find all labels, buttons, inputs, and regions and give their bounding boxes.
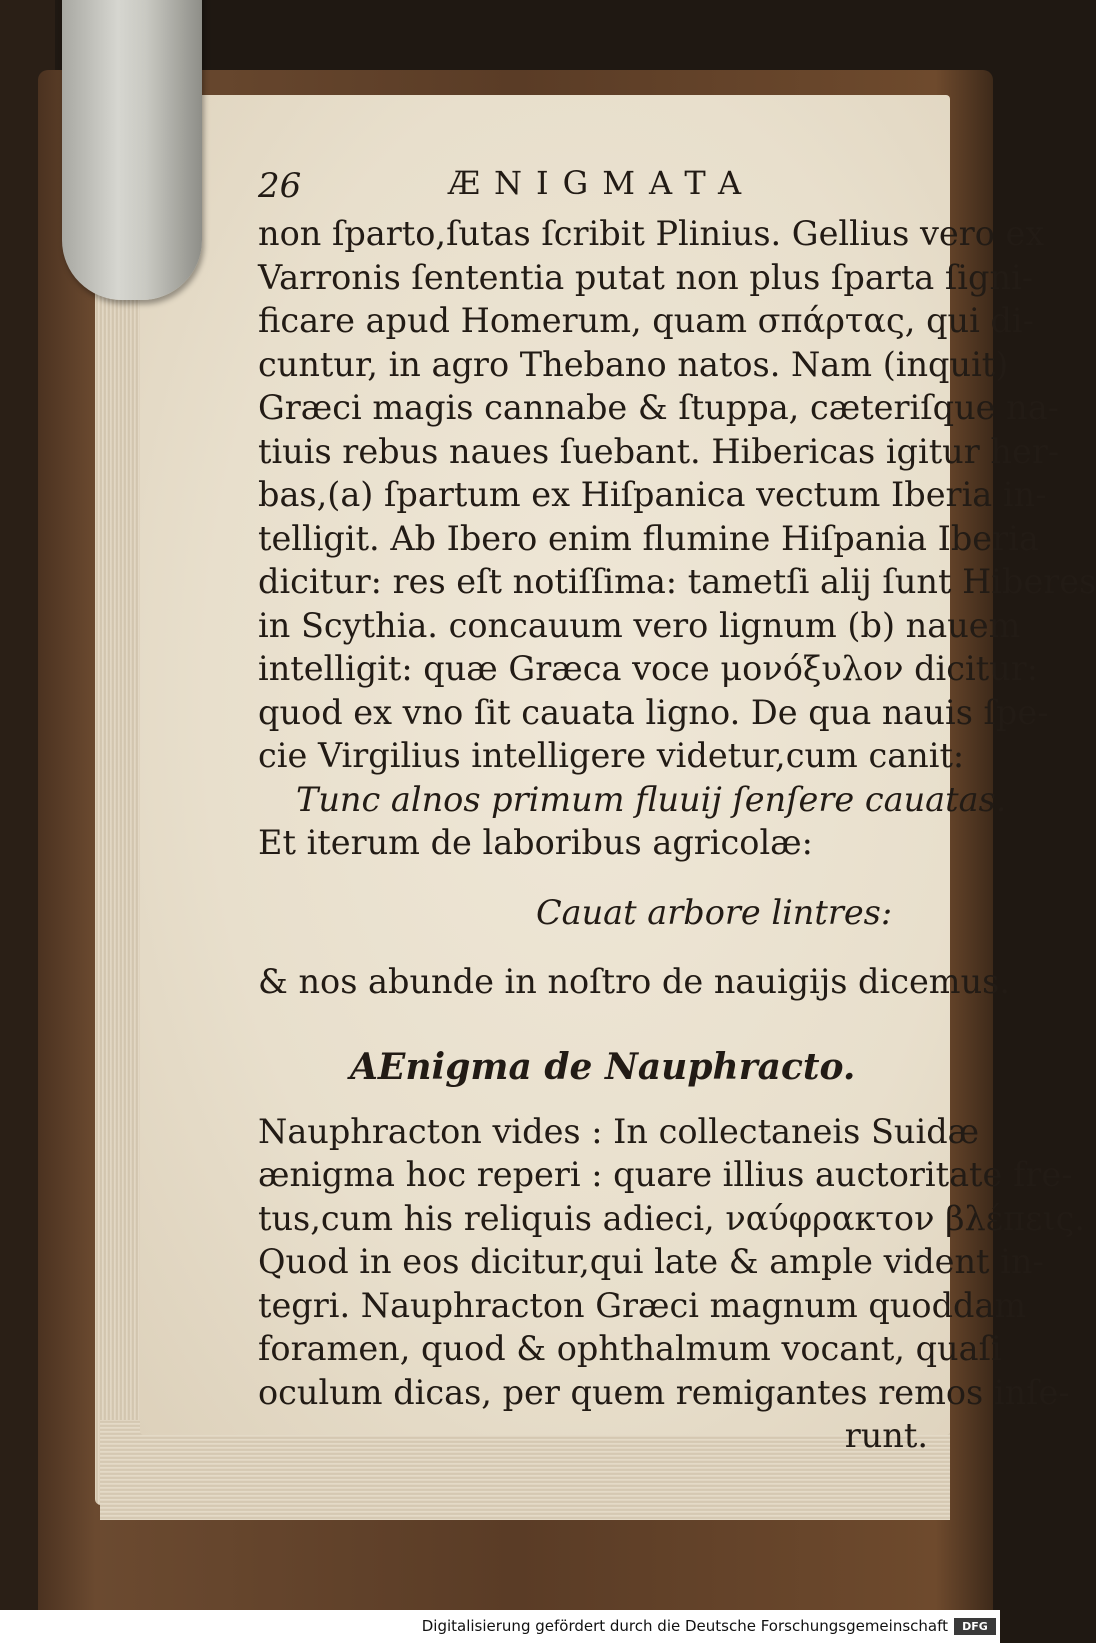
page-number: 26 bbox=[258, 166, 302, 206]
text-line: tus,cum his reliquis adieci, ναύφρακτον βλέπεις. bbox=[258, 1198, 1085, 1238]
text-line: oculum dicas, per quem remigantes remos inſe- bbox=[258, 1372, 1070, 1412]
text-line: Varronis ſententia putat non plus ſparta ſigni- bbox=[258, 257, 1034, 297]
text-line: quod ex vno ſit cauata ligno. De qua nauis ſpe- bbox=[258, 692, 1049, 732]
knife-blade bbox=[62, 0, 202, 300]
text-line: intelligit: quæ Græca voce μονόξυλον dicitur: bbox=[258, 649, 1039, 688]
text-line: runt. bbox=[844, 1416, 928, 1455]
text-line: telligit. Ab Ibero enim flumine Hiſpania Iberia bbox=[258, 518, 1039, 558]
text-line: dicitur: res eſt notiſſima: tametſi alij ſunt Hiberes bbox=[258, 562, 1096, 601]
digitization-footer bbox=[0, 1610, 1000, 1643]
page-text bbox=[258, 160, 1096, 1458]
text-line: in Scythia. concauum vero lignum (b) nauem bbox=[258, 605, 1021, 645]
text-line: non ſparto,ſutas ſcribit Plinius. Gellius vero ex bbox=[258, 214, 1045, 253]
text-line: Quod in eos dicitur,qui late & ample vident in- bbox=[258, 1242, 1044, 1281]
text-line: ænigma hoc reperi : quare illius auctoritate fre- bbox=[258, 1155, 1073, 1194]
dfg-logo: DFG bbox=[954, 1618, 996, 1635]
text-line: Græci magis cannabe & ſtuppa, cæteriſque na- bbox=[258, 388, 1059, 427]
text-line: Et iterum de laboribus agricolæ: bbox=[258, 823, 813, 862]
text-line: cuntur, in agro Thebano natos. Nam (inquit) bbox=[258, 344, 1009, 384]
text-line: ficare apud Homerum, quam σπάρτας, qui di- bbox=[258, 301, 1034, 340]
text-line: cie Virgilius intelligere videtur,cum canit: bbox=[258, 736, 965, 775]
running-title: ÆNIGMATA bbox=[448, 164, 756, 202]
text-line: tiuis rebus naues ſuebant. Hibericas igitur her- bbox=[258, 431, 1060, 471]
page-header bbox=[258, 160, 928, 212]
text-line: foramen, quod & ophthalmum vocant, quaſi bbox=[258, 1329, 1002, 1368]
section-heading: AEnigma de Nauphracto. bbox=[350, 1045, 856, 1088]
verse-quote: Tunc alnos primum fluuij ſenſere cauatas. bbox=[296, 779, 1007, 819]
footer-credit: Digitalisierung gefördert durch die Deutsche Forschungsgemeinschaft bbox=[421, 1617, 948, 1635]
text-line: bas,(a) ſpartum ex Hiſpanica vectum Iberia in- bbox=[258, 475, 1047, 514]
verse-quote: Cauat arbore lintres: bbox=[536, 892, 893, 932]
text-line: tegri. Nauphracton Græci magnum quoddam bbox=[258, 1285, 1027, 1325]
text-line: & nos abunde in noſtro de nauigijs dicemus. bbox=[258, 962, 1010, 1001]
text-line: Nauphracton vides : In collectaneis Suidæ bbox=[258, 1111, 980, 1151]
